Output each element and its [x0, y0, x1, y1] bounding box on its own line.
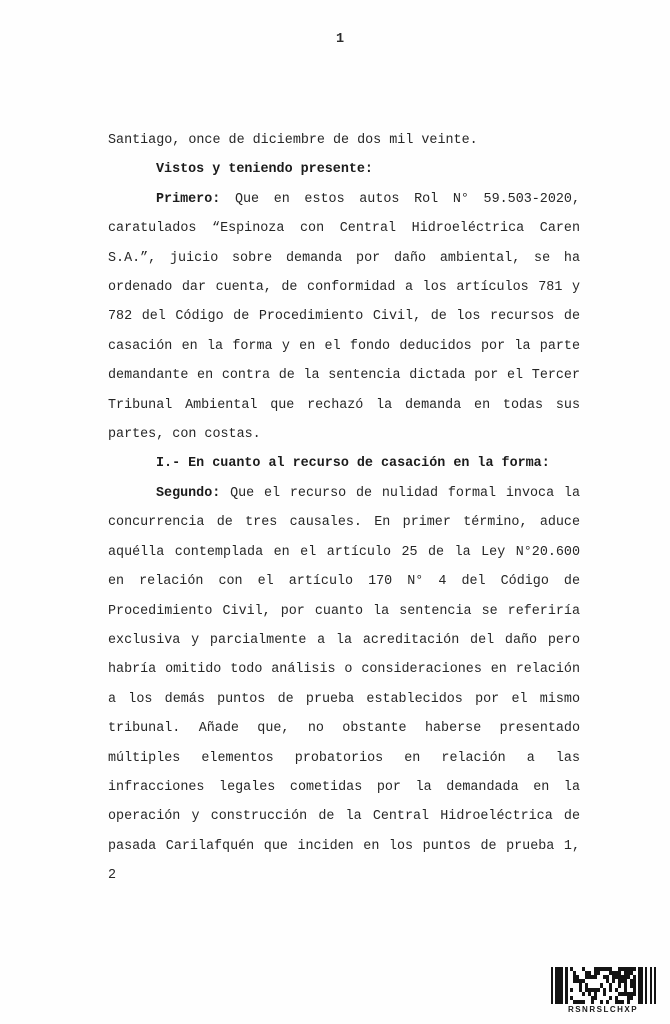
page-number: 1	[335, 32, 345, 47]
date-line: Santiago, once de diciembre de dos mil veinte.	[108, 133, 478, 148]
segundo-text: Que el recurso de nulidad formal invoca la concurrencia de tres causales. En primer término, aduce aquélla contemplada en el artículo 25 de la Ley N°20.600 en relación con el artículo 170 N° 4 del Código de Procedimiento Civil, por cuanto la sentencia se referiría exclusiva y parcialmente a la acreditación del daño pero habría omitido todo análisis o consideraciones en relación a los demás puntos de prueba establecidos por el mismo tribunal. Añade que, no obstante haberse presentado múltiples elementos probatorios en relación a las infracciones legales cometidas por la demandada en la operación y construcción de la Central Hidroeléctrica de pasada Carilafquén que inciden en los puntos de prueba 1, 2	[108, 485, 580, 884]
barcode-2d-icon	[546, 967, 660, 1004]
section-heading: I.- En cuanto al recurso de casación en la forma:	[156, 456, 550, 472]
paragraph-primero	[108, 185, 580, 450]
barcode-noise	[570, 967, 636, 1004]
barcode	[546, 967, 660, 1014]
paragraph-segundo	[108, 479, 580, 891]
vistos-heading: Vistos y teniendo presente:	[156, 162, 373, 178]
primero-text: Que en estos autos Rol N° 59.503-2020, caratulados “Espinoza con Central Hidroeléctrica Caren S.A.”, juicio sobre demanda por daño ambiental, se ha ordenado dar cuenta, de conformidad a los artículos 781 y 782 del Código de Procedimiento Civil, de los recursos de casación en la forma y en el fondo deducidos por la parte demandante en contra de la sentencia dictada por el Tercer Tribunal Ambiental que rechazó la demanda en todas sus partes, con costas.	[108, 191, 580, 443]
barcode-code: RSNRSLCHXP	[567, 1005, 639, 1014]
segundo-label: Segundo:	[156, 485, 221, 501]
primero-label: Primero:	[156, 191, 221, 207]
document-body	[108, 126, 580, 891]
